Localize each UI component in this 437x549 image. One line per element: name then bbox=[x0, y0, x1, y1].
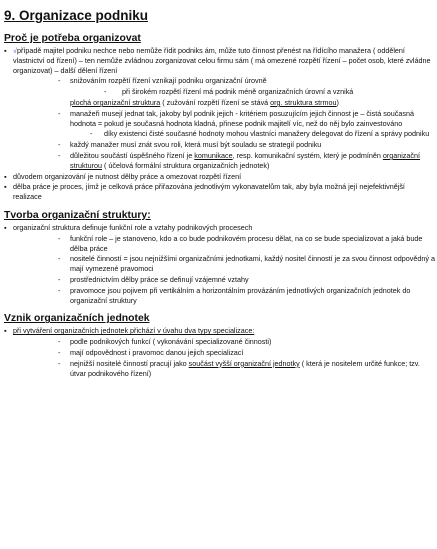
list-item: - manažeři musejí jednat tak, jakoby byl podnik jejich - kritériem posuzujícím jejich činnost je – čistá současná hodnota = pokud je současná hodnota kladná, přinese podnik majitelí víc, než do něj bylo zainvestováno bbox=[58, 108, 414, 128]
section-heading-why-organize: Proč je potřeba organizovat bbox=[4, 33, 141, 44]
list-item: - důležitou součástí úspěšného řízení je komunikace, resp. komunikační systém, který je podmíněn organizační strukturou ( účelová formální struktura organizačních jednotek) bbox=[58, 150, 420, 170]
dash-bullet-icon: - bbox=[58, 140, 61, 150]
list-item: - nositelé činností = jsou nejnižšími organizačními jednotkami, každý nositel činností je za svou činnost odpovědný a mají vymezené pravomoci bbox=[58, 254, 435, 274]
dash-bullet-icon: - bbox=[58, 337, 61, 347]
dash-bullet-icon: - bbox=[58, 150, 61, 160]
section-heading-org-units: Vznik organizačních jednotek bbox=[4, 313, 150, 325]
list-item: - mají odpovědnost i pravomoc danou jejich specializací bbox=[58, 347, 244, 357]
list-item: ▪ √případě majitel podniku nechce nebo nemůže řídit podniks ám, může tuto činnost přenést na řídícího manažera ( oddělení vlastnictví od řízení) – ten nemůže zvládnou zorganizovat celou firmu sám ( má omezené rozpětí řízení – počet osob, které zvládne organizovat) – další dělení řízení bbox=[4, 46, 431, 75]
list-item: ▪ důvodem organizování je nutnost dělby práce a omezovat rozpětí řízení bbox=[4, 171, 242, 181]
document-page bbox=[4, 2, 435, 379]
list-item: - funkční role – je stanoveno, kdo a co bude podnikovém procesu dělat, na co se bude specializovat a jaká bude dělba práce bbox=[58, 233, 423, 253]
list-item: - pravomoce jsou pojivem při vertikálním a horizontálním provázáním jednotlivých organizačních jednotek do organizační struktury bbox=[58, 285, 411, 305]
list-item: - snižováním rozpětí řízení vznikají podniku organizační úrovně bbox=[58, 76, 267, 86]
section-heading-org-structure: Tvorba organizační struktury: bbox=[4, 209, 151, 221]
bullet-icon: ▪ bbox=[4, 46, 7, 55]
list-item: ▪ organizační struktura definuje funkční role a vztahy podnikových procesech bbox=[4, 222, 253, 232]
checkmark-icon: √ bbox=[13, 46, 17, 55]
dash-bullet-icon: - bbox=[104, 87, 107, 97]
dash-bullet-icon: - bbox=[58, 108, 61, 118]
list-item: - díky existenci čisté současné hodnoty mohou vlastníci manažery delegovat do řízení a správy podniku bbox=[90, 129, 430, 139]
dash-bullet-icon: - bbox=[58, 358, 61, 368]
list-item: ▪ dělba práce je proces, jímž je celková práce přiřazována jednotlivým vykonavatelům tak, aby byla možná její nejefektivnější realizace bbox=[4, 182, 405, 202]
bullet-icon: ▪ bbox=[4, 182, 7, 192]
list-item-continuation: plochá organizační struktura ( zužování rozpětí řízení se stává org. struktura strmou) bbox=[70, 97, 339, 107]
dash-bullet-icon: - bbox=[58, 76, 61, 86]
bullet-icon: ▪ bbox=[4, 222, 7, 232]
dash-bullet-icon: - bbox=[58, 347, 61, 357]
bullet-icon: ▪ bbox=[4, 171, 7, 181]
dash-bullet-icon: - bbox=[90, 129, 93, 139]
list-item: ▪ při vytváření organizačních jednotek přichází v úvahu dva typy specializace: bbox=[4, 326, 255, 336]
bullet-icon: ▪ bbox=[4, 326, 7, 336]
list-item: - podle podnikových funkcí ( vykonávání specializované činnosti) bbox=[58, 337, 272, 347]
list-item: - při širokém rozpětí řízení má podnik méně organizačních úrovní a vzniká bbox=[104, 87, 354, 97]
page-title: 9. Organizace podniku bbox=[4, 8, 149, 23]
list-item: - nejnižší nositelé činností pracují jako součást vyšší organizační jednotky ( která je nositelem určité funkce; tzv. útvar podnikového řízení) bbox=[58, 358, 420, 378]
dash-bullet-icon: - bbox=[58, 254, 61, 264]
dash-bullet-icon: - bbox=[58, 285, 61, 295]
list-item: - každý manažer musí znát svou roli, která musí být souladu se strategií podniku bbox=[58, 140, 322, 150]
dash-bullet-icon: - bbox=[58, 274, 61, 284]
dash-bullet-icon: - bbox=[58, 233, 61, 243]
list-item: - prostřednictvím dělby práce se definují vzájemné vztahy bbox=[58, 274, 249, 284]
